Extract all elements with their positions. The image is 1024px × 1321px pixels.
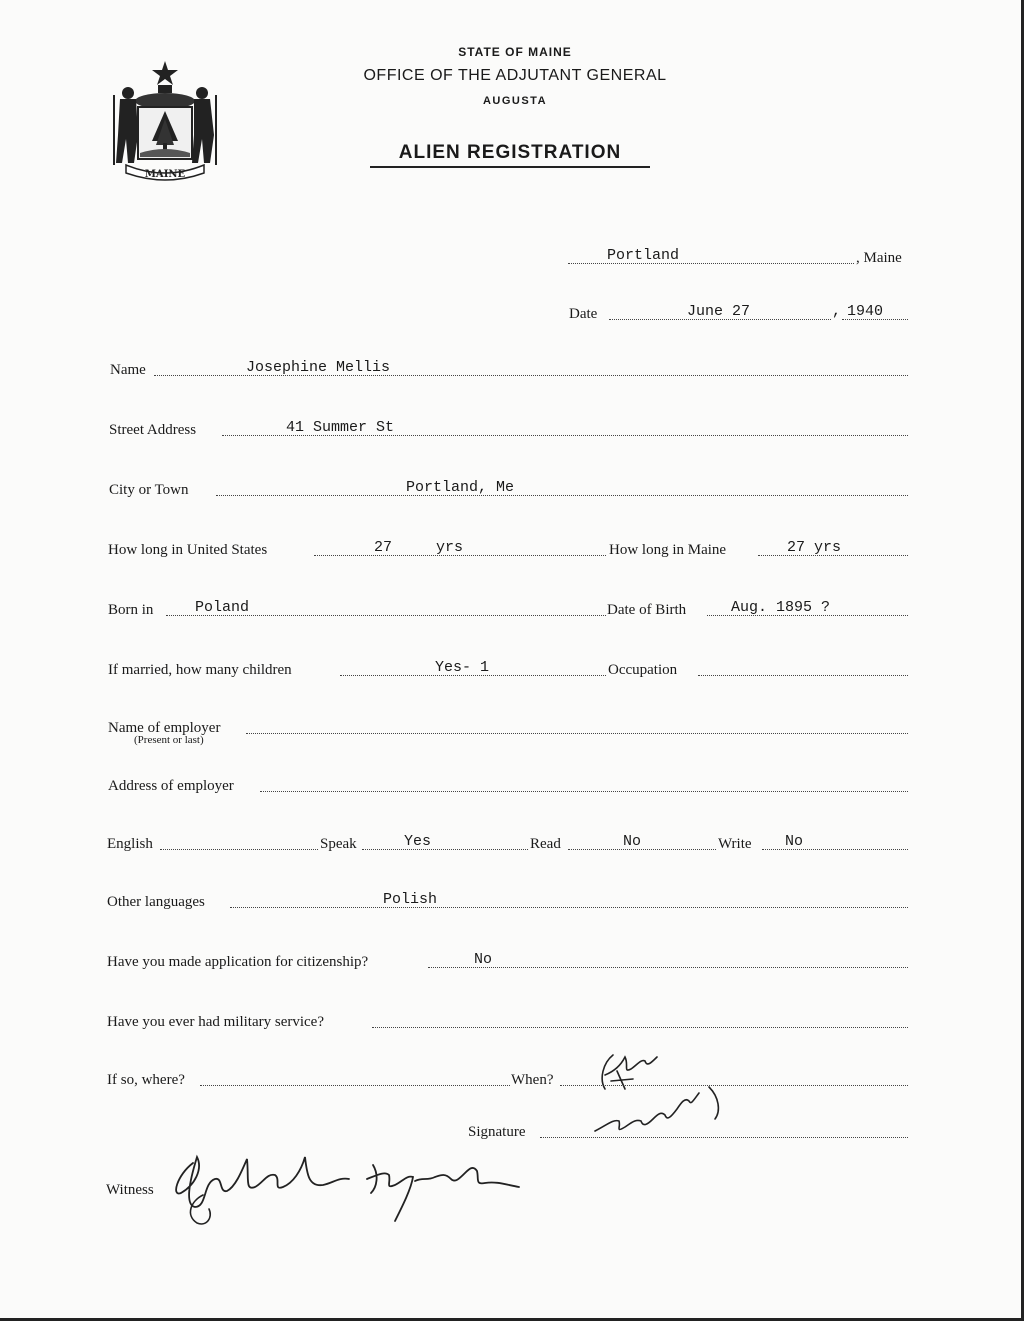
date-year: 1940	[847, 303, 884, 320]
dob-label: Date of Birth	[607, 602, 687, 618]
speak-line	[362, 849, 528, 850]
read-value: No	[623, 833, 642, 850]
citizenship-value: No	[474, 951, 493, 968]
location-row	[0, 244, 1024, 268]
street-row	[0, 416, 1024, 440]
city-row	[0, 476, 1024, 500]
other-languages-row	[0, 888, 1024, 912]
dob-value: Aug. 1895 ?	[731, 599, 831, 616]
street-value: 41 Summer St	[286, 419, 395, 436]
witness-label: Witness	[106, 1182, 154, 1198]
seal-text: MAINE	[144, 169, 186, 180]
city-label: City or Town	[109, 482, 189, 498]
header-office: OFFICE OF THE ADJUTANT GENERAL	[363, 67, 667, 84]
how-long-maine-value: 27 yrs	[787, 539, 842, 556]
military-line	[372, 1027, 908, 1028]
military-label: Have you ever had military service?	[107, 1014, 324, 1030]
where-label: If so, where?	[107, 1072, 185, 1088]
date-value: June 27	[687, 303, 751, 320]
employer-address-row	[0, 772, 1024, 796]
how-long-maine-label: How long in Maine	[609, 542, 727, 558]
other-languages-label: Other languages	[107, 894, 205, 910]
employer-label: Name of employer	[108, 720, 221, 736]
where-when-row	[0, 1066, 1024, 1090]
name-value: Josephine Mellis	[246, 359, 391, 376]
how-long-us-unit: yrs	[436, 539, 464, 556]
witness-signature-handwriting	[163, 1135, 533, 1235]
military-row	[0, 1008, 1024, 1032]
write-value: No	[785, 833, 804, 850]
city-line	[216, 495, 908, 496]
signature-handwriting	[585, 1045, 745, 1140]
employer-line	[246, 733, 908, 734]
children-label: If married, how many children	[108, 662, 292, 678]
signature-label: Signature	[468, 1124, 526, 1140]
occupation-label: Occupation	[608, 662, 678, 678]
write-line	[762, 849, 908, 850]
when-label: When?	[511, 1072, 554, 1088]
write-label: Write	[718, 836, 752, 852]
state-seal-icon	[108, 55, 223, 185]
date-label: Date	[569, 306, 598, 322]
english-row	[0, 830, 1024, 854]
form-title: ALIEN REGISTRATION	[370, 142, 650, 168]
how-long-row	[0, 536, 1024, 560]
born-in-value: Poland	[195, 599, 250, 616]
name-label: Name	[110, 362, 146, 378]
street-label: Street Address	[109, 422, 197, 438]
speak-value: Yes	[404, 833, 432, 850]
english-line	[160, 849, 318, 850]
citizenship-row	[0, 948, 1024, 972]
born-in-label: Born in	[108, 602, 154, 618]
header-city: AUGUSTA	[482, 95, 548, 107]
read-label: Read	[530, 836, 561, 852]
employer-sublabel: (Present or last)	[134, 734, 204, 746]
occupation-line	[698, 675, 908, 676]
children-value: Yes- 1	[435, 659, 490, 676]
location-value: Portland	[607, 247, 680, 264]
how-long-us-label: How long in United States	[108, 542, 268, 558]
children-row	[0, 656, 1024, 680]
date-separator: ,	[832, 303, 842, 320]
header-state: STATE OF MAINE	[458, 45, 572, 59]
how-long-us-number: 27	[374, 539, 393, 556]
speak-label: Speak	[320, 836, 357, 852]
location-suffix: , Maine	[856, 250, 902, 266]
other-languages-line	[230, 907, 908, 908]
citizenship-line	[428, 967, 908, 968]
other-languages-value: Polish	[383, 891, 438, 908]
read-line	[568, 849, 716, 850]
english-label: English	[107, 836, 153, 852]
city-value: Portland, Me	[406, 479, 515, 496]
where-line	[200, 1085, 510, 1086]
born-row	[0, 596, 1024, 620]
citizenship-label: Have you made application for citizenship?	[107, 954, 369, 970]
date-row	[0, 300, 1024, 324]
employer-address-label: Address of employer	[108, 778, 234, 794]
name-row	[0, 356, 1024, 380]
employer-address-line	[260, 791, 908, 792]
